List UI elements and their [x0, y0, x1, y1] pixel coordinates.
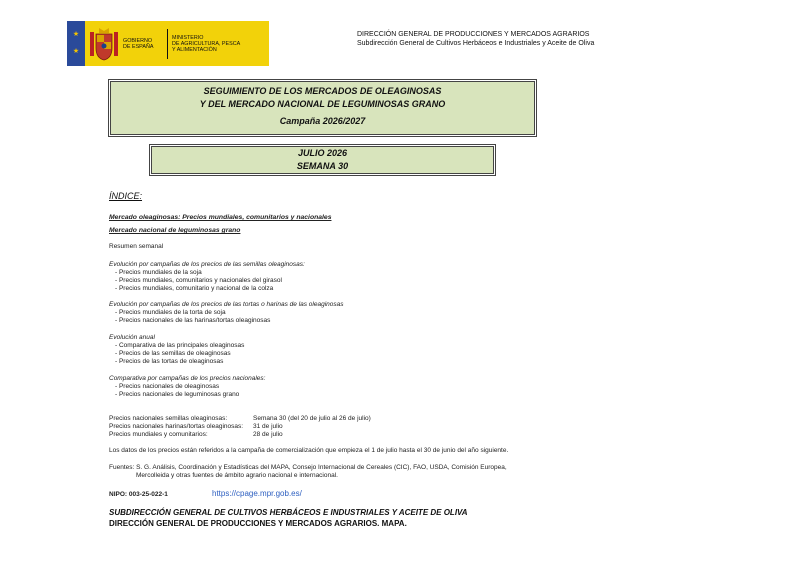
- list-item: - Precios mundiales de la torta de soja: [115, 309, 226, 316]
- sources-line-2: Mercolleida y otras fuentes de ámbito agrario nacional e internacional.: [136, 472, 338, 479]
- week-label: SEMANA 30: [296, 161, 349, 171]
- link-oilseeds-market[interactable]: Mercado oleaginosas: Precios mundiales, comunitarios y nacionales: [109, 214, 332, 221]
- period-box: [149, 144, 496, 176]
- index-section: [109, 375, 265, 399]
- section-title: Evolución por campañas de los precios de las tortas o harinas de las oleaginosas: [109, 301, 344, 308]
- ministry-line-1: MINISTERIO: [172, 34, 204, 41]
- list-item: - Comparativa de las principales oleaginosas: [115, 342, 245, 349]
- sources: [109, 464, 529, 480]
- gov-line-2: DE ESPAÑA: [123, 43, 154, 50]
- month-label: JULIO 2026: [297, 148, 348, 158]
- list-item: - Precios de las semillas de oleaginosas: [115, 350, 231, 357]
- list-item: - Precios nacionales de las harinas/tortas oleaginosas: [115, 317, 271, 324]
- date-value: 31 de julio: [253, 423, 283, 430]
- index-section: [109, 261, 305, 293]
- section-title: Evolución por campañas de los precios de las semillas oleaginosas:: [109, 261, 305, 268]
- ministry-line-2: DE AGRICULTURA, PESCA: [172, 40, 241, 47]
- list-item: - Precios nacionales de leguminosas grano: [115, 391, 240, 398]
- publications-link[interactable]: https://cpage.mpr.gob.es/: [212, 489, 302, 498]
- section-title: Comparativa por campañas de los precios nacionales:: [109, 375, 266, 382]
- date-label: Precios mundiales y comunitarios:: [109, 431, 208, 438]
- footer-directorate: DIRECCIÓN GENERAL DE PRODUCCIONES Y MERCADOS AGRARIOS. MAPA.: [109, 519, 407, 528]
- list-item: - Precios mundiales, comunitario y nacional de la colza: [115, 285, 274, 292]
- gov-line-1: GOBIERNO: [123, 37, 153, 44]
- government-name: [123, 38, 163, 50]
- header-directorate: [357, 30, 594, 48]
- list-item: - Precios mundiales, comunitarios y nacionales del girasol: [115, 277, 282, 284]
- date-value: Semana 30 (del 20 de julio al 26 de julio): [253, 415, 371, 422]
- star-icon: ★: [72, 31, 80, 38]
- report-title-line-2: Y DEL MERCADO NACIONAL DE LEGUMINOSAS GRANO: [199, 99, 446, 109]
- footer-subdirectorate: SUBDIRECCIÓN GENERAL DE CULTIVOS HERBÁCEOS E INDUSTRIALES Y ACEITE DE OLIVA: [109, 508, 468, 517]
- index-heading: ÍNDICE:: [109, 191, 143, 201]
- nipo-code: NIPO: 003-25-022-1: [109, 491, 168, 498]
- coat-of-arms-icon: [89, 26, 119, 62]
- report-title-box: [108, 79, 537, 137]
- weekly-summary: Resumen semanal: [109, 243, 164, 250]
- report-title-line-1: SEGUIMIENTO DE LOS MERCADOS DE OLEAGINOSAS: [203, 86, 442, 96]
- government-logo: [67, 21, 269, 66]
- ministry-line-3: Y ALIMENTACIÓN: [172, 46, 217, 53]
- section-title: Evolución anual: [109, 334, 155, 341]
- campaign-label: Campaña 2026/2027: [279, 116, 366, 126]
- ministry-banner: [85, 21, 269, 66]
- list-item: - Precios nacionales de oleaginosas: [115, 383, 220, 390]
- ministry-name: [172, 35, 262, 53]
- date-label: Precios nacionales harinas/tortas oleaginosas:: [109, 423, 244, 430]
- logo-divider: [167, 29, 168, 59]
- subdirectorate-name: Subdirección General de Cultivos Herbáceos e Industriales y Aceite de Oliva: [357, 40, 595, 47]
- index-section: [109, 334, 244, 366]
- date-value: 28 de julio: [253, 431, 283, 438]
- link-legumes-market[interactable]: Mercado nacional de leguminosas grano: [109, 227, 241, 234]
- eu-flag-strip: [67, 21, 85, 66]
- campaign-note: Los datos de los precios están referidos a la campaña de comercialización que empieza el 1 de julio hasta el 30 de junio del año siguiente.: [109, 447, 509, 454]
- index-section: [109, 301, 344, 325]
- date-label: Precios nacionales semillas oleaginosas:: [109, 415, 228, 422]
- star-icon: ★: [72, 48, 80, 55]
- list-item: - Precios de las tortas de oleaginosas: [115, 358, 224, 365]
- directorate-name: DIRECCIÓN GENERAL DE PRODUCCIONES Y MERCADOS AGRARIOS: [357, 31, 590, 38]
- dates-labels: [109, 415, 243, 439]
- list-item: - Precios mundiales de la soja: [115, 269, 202, 276]
- sources-line-1: Fuentes: S. G. Análisis, Coordinación y Estadísticas del MAPA, Consejo Internacional de Cereales (CIC), FAO, USDA, Comisión Europea,: [109, 464, 507, 471]
- dates-values: [253, 415, 371, 439]
